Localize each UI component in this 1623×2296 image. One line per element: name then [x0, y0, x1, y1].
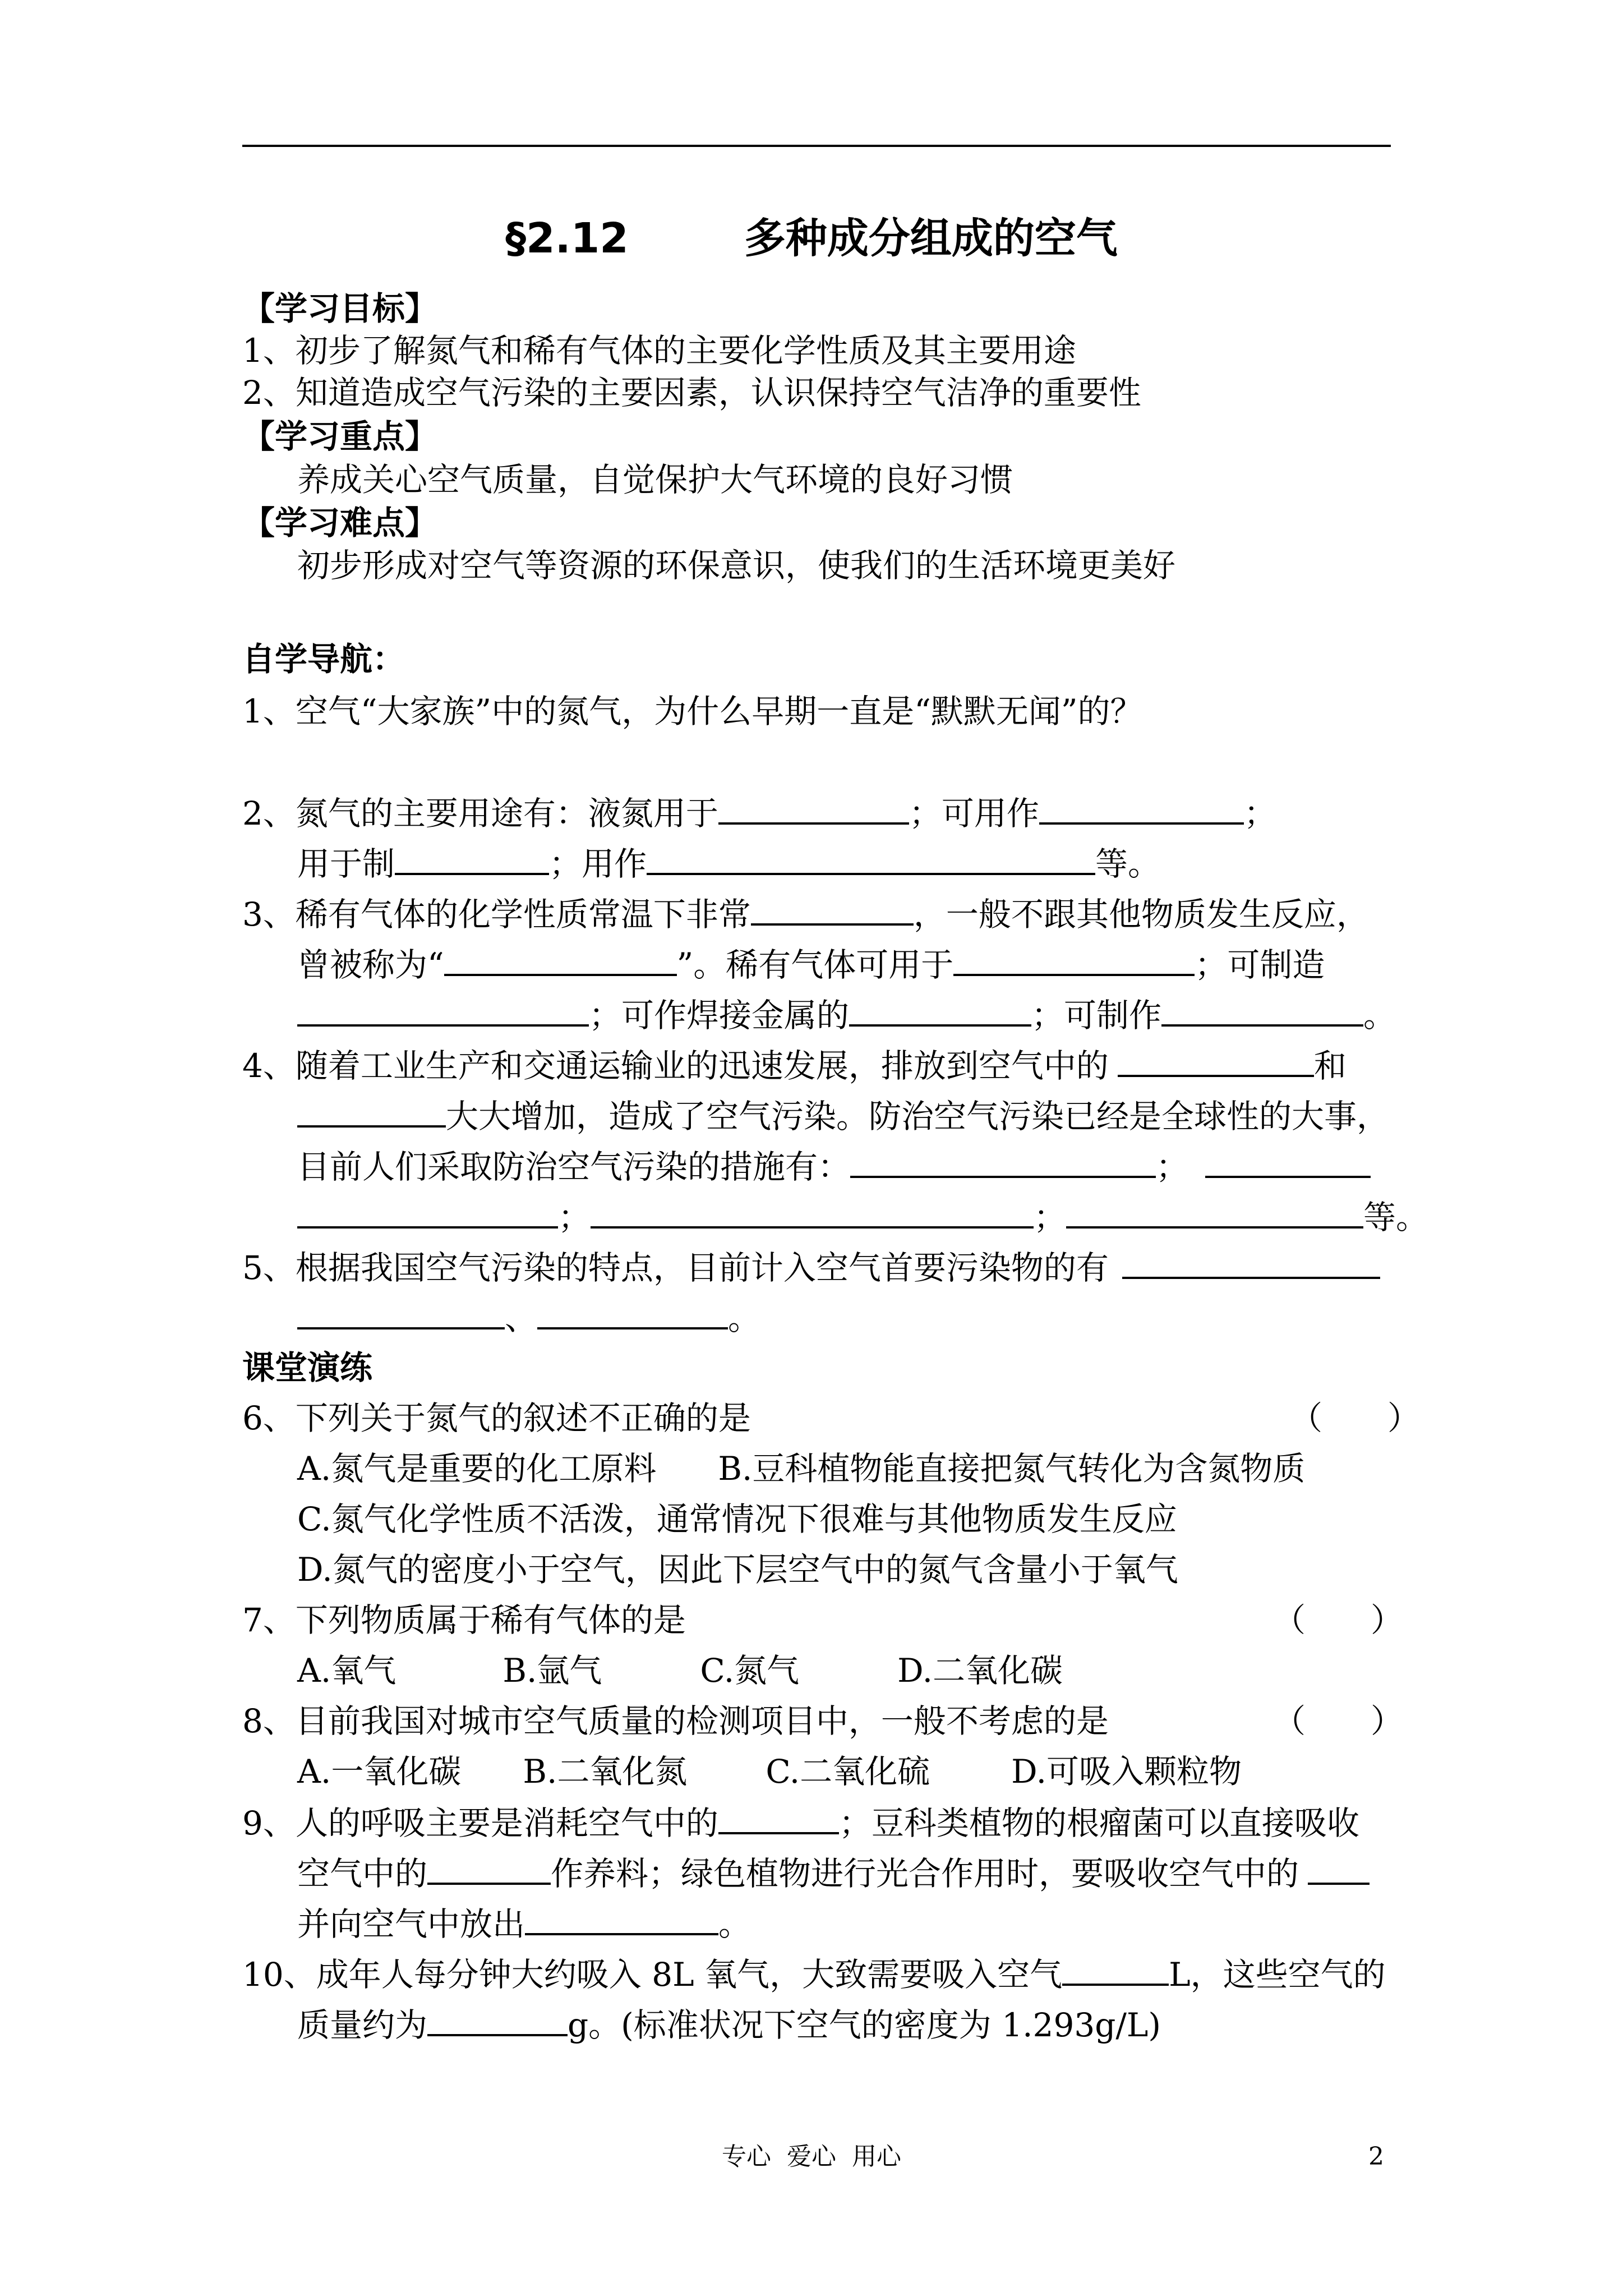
header-rule	[242, 145, 1391, 147]
q9-blank-3[interactable]	[1308, 1850, 1370, 1885]
question-6-stem: 6、下列关于氮气的叙述不正确的是	[242, 1399, 751, 1437]
q2-blank-3[interactable]	[395, 840, 549, 875]
title-section-number: §2.12	[505, 214, 629, 263]
objectives-heading: 【学习目标】	[242, 289, 438, 328]
q3-text-a: 3、稀有气体的化学性质常温下非常	[242, 895, 751, 933]
q3-text-e: ；可制造	[1195, 946, 1325, 984]
q3-text-f: ；可作焊接金属的	[589, 996, 850, 1034]
question-2-line-2	[297, 840, 1160, 885]
q10-blank-2[interactable]	[427, 2001, 568, 2036]
question-2-line-1	[242, 790, 1276, 835]
q3-text-h: 。	[1363, 996, 1396, 1034]
question-4-line-4	[297, 1194, 1428, 1239]
q8-option-c: C.二氧化硫	[766, 1752, 930, 1791]
q7-option-a: A.氧气	[297, 1651, 396, 1690]
q3-blank-6[interactable]	[1161, 992, 1363, 1027]
q9-text-f: 。	[718, 1905, 751, 1943]
q7-option-d: D.二氧化碳	[897, 1651, 1063, 1690]
q3-blank-5[interactable]	[849, 992, 1031, 1027]
question-1: 1、空气“大家族”中的氮气，为什么早期一直是“默默无闻”的？	[242, 692, 1143, 730]
q4-text-f: ；	[558, 1198, 591, 1236]
question-4-line-3	[297, 1143, 1371, 1188]
q10-text-a: 10、成年人每分钟大约吸入 8L 氧气，大致需要吸入空气	[242, 1955, 1063, 1994]
q2-blank-2[interactable]	[1039, 790, 1244, 825]
q10-text-d: g。(标准状况下空气的密度为 1.293g/L)	[568, 2006, 1161, 2044]
q4-text-g: ；	[1034, 1198, 1067, 1236]
page-number: 2	[1368, 2142, 1384, 2171]
q9-text-a: 9、人的呼吸主要是消耗空气中的	[242, 1804, 718, 1842]
q4-blank-4[interactable]	[1205, 1143, 1371, 1178]
q9-text-e: 并向空气中放出	[297, 1905, 525, 1943]
q9-blank-4[interactable]	[525, 1901, 718, 1935]
q6-option-d: D.氮气的密度小于空气，因此下层空气中的氮气含量小于氧气	[297, 1550, 1178, 1589]
q8-option-b: B.二氧化氮	[523, 1752, 688, 1791]
q4-blank-6[interactable]	[591, 1194, 1034, 1228]
q10-text-b: L，这些空气的	[1169, 1955, 1386, 1994]
q6-answer-paren[interactable]: （ ）	[1290, 1399, 1421, 1437]
q4-blank-1[interactable]	[1118, 1042, 1314, 1077]
q6-option-c: C.氮气化学性质不活泼，通常情况下很难与其他物质发生反应	[297, 1500, 1177, 1538]
key-points-heading: 【学习重点】	[242, 417, 438, 455]
q4-text-c: 大大增加，造成了空气污染。防治空气污染已经是全球性的大事，	[446, 1097, 1390, 1135]
footer-motto: 专心 爱心 用心	[722, 2142, 901, 2171]
q7-option-c: C.氮气	[700, 1651, 800, 1690]
q6-options-ab	[297, 1446, 1305, 1491]
question-3-line-1	[242, 891, 1369, 936]
q10-text-c: 质量约为	[297, 2006, 428, 2044]
q9-blank-2[interactable]	[427, 1850, 551, 1885]
q4-text-a: 4、随着工业生产和交通运输业的迅速发展，排放到空气中的	[242, 1047, 1109, 1085]
question-7-stem: 7、下列物质属于稀有气体的是	[242, 1601, 686, 1639]
q5-text-c: 。	[728, 1299, 761, 1337]
practice-heading: 课堂演练	[242, 1349, 373, 1387]
q3-text-b: ，一般不跟其他物质发生反应，	[913, 895, 1369, 933]
question-5-line-2	[297, 1295, 760, 1340]
q8-options	[297, 1749, 1242, 1794]
q8-option-a: A.一氧化碳	[297, 1752, 462, 1791]
q4-blank-2[interactable]	[297, 1093, 446, 1128]
question-3-line-2	[297, 941, 1325, 986]
question-5-line-1	[242, 1244, 1380, 1289]
q5-text-b: 、	[505, 1299, 538, 1337]
q4-text-b: 和	[1313, 1047, 1347, 1085]
q3-blank-4[interactable]	[297, 992, 589, 1027]
q3-text-g: ；可制作	[1031, 996, 1162, 1034]
q4-text-d: 目前人们采取防治空气污染的措施有：	[297, 1148, 851, 1186]
q2-text-b: ；可用作	[909, 794, 1039, 832]
title-text: 多种成分组成的空气	[744, 214, 1118, 263]
question-10-line-2	[297, 2001, 1161, 2046]
objective-item-2: 2、知道造成空气污染的主要因素，认识保持空气洁净的重要性	[242, 374, 1141, 412]
q2-text-c: ；	[1243, 794, 1276, 832]
question-8-stem: 8、目前我国对城市空气质量的检测项目中，一般不考虑的是	[242, 1702, 1109, 1740]
self-study-heading: 自学导航：	[242, 640, 405, 678]
difficulties-text: 初步形成对空气等资源的环保意识，使我们的生活环境更美好	[297, 546, 1176, 585]
question-4-line-2	[297, 1093, 1389, 1138]
q4-blank-5[interactable]	[297, 1194, 558, 1228]
page-title	[0, 210, 1623, 266]
q5-blank-1[interactable]	[1122, 1244, 1380, 1279]
q4-text-e: ；	[1156, 1148, 1189, 1186]
q9-text-d: 作养料；绿色植物进行光合作用时，要吸收空气中的	[551, 1855, 1299, 1893]
question-3-line-3	[297, 992, 1396, 1037]
question-9-line-2	[297, 1850, 1370, 1895]
q7-answer-paren[interactable]: （ ）	[1273, 1601, 1404, 1639]
q5-blank-2[interactable]	[297, 1295, 505, 1329]
q4-blank-7[interactable]	[1066, 1194, 1363, 1228]
q3-blank-3[interactable]	[953, 941, 1195, 976]
question-10-line-1	[242, 1951, 1386, 1996]
q6-option-a: A.氮气是重要的化工原料	[297, 1450, 657, 1488]
q5-text-a: 5、根据我国空气污染的特点，目前计入空气首要污染物的有	[242, 1249, 1109, 1287]
q6-option-b: B.豆科植物能直接把氮气转化为含氮物质	[718, 1450, 1306, 1488]
q2-text-a: 2、氮气的主要用途有：液氮用于	[242, 794, 718, 832]
question-9-line-3	[297, 1901, 751, 1945]
question-9-line-1	[242, 1800, 1359, 1844]
question-4-line-1	[242, 1042, 1347, 1087]
key-points-text: 养成关心空气质量，自觉保护大气环境的良好习惯	[297, 461, 1013, 499]
difficulties-heading: 【学习难点】	[242, 504, 438, 542]
q4-text-h: 等。	[1363, 1198, 1429, 1236]
q4-blank-3[interactable]	[850, 1143, 1156, 1178]
objective-item-1: 1、初步了解氮气和稀有气体的主要化学性质及其主要用途	[242, 332, 1076, 370]
q2-text-f: 等。	[1095, 845, 1161, 883]
q8-answer-paren[interactable]: （ ）	[1273, 1702, 1404, 1740]
q9-text-c: 空气中的	[297, 1855, 428, 1893]
q2-text-e: ；用作	[549, 845, 647, 883]
q3-text-d: ”。稀有气体可用于	[676, 946, 954, 984]
q8-option-d: D.可吸入颗粒物	[1011, 1752, 1242, 1791]
q2-blank-1[interactable]	[718, 790, 909, 825]
q7-options	[297, 1648, 1063, 1693]
q9-blank-1[interactable]	[718, 1800, 839, 1834]
q3-text-c: 曾被称为“	[297, 946, 444, 984]
q2-text-d: 用于制	[297, 845, 395, 883]
q3-blank-2[interactable]	[444, 941, 677, 976]
q2-blank-4[interactable]	[647, 840, 1095, 875]
q5-blank-3[interactable]	[537, 1295, 728, 1329]
q3-blank-1[interactable]	[751, 891, 914, 926]
q9-text-b: ；豆科类植物的根瘤菌可以直接吸收	[838, 1804, 1359, 1842]
q7-option-b: B.氩气	[502, 1651, 602, 1690]
q10-blank-1[interactable]	[1062, 1951, 1169, 1986]
